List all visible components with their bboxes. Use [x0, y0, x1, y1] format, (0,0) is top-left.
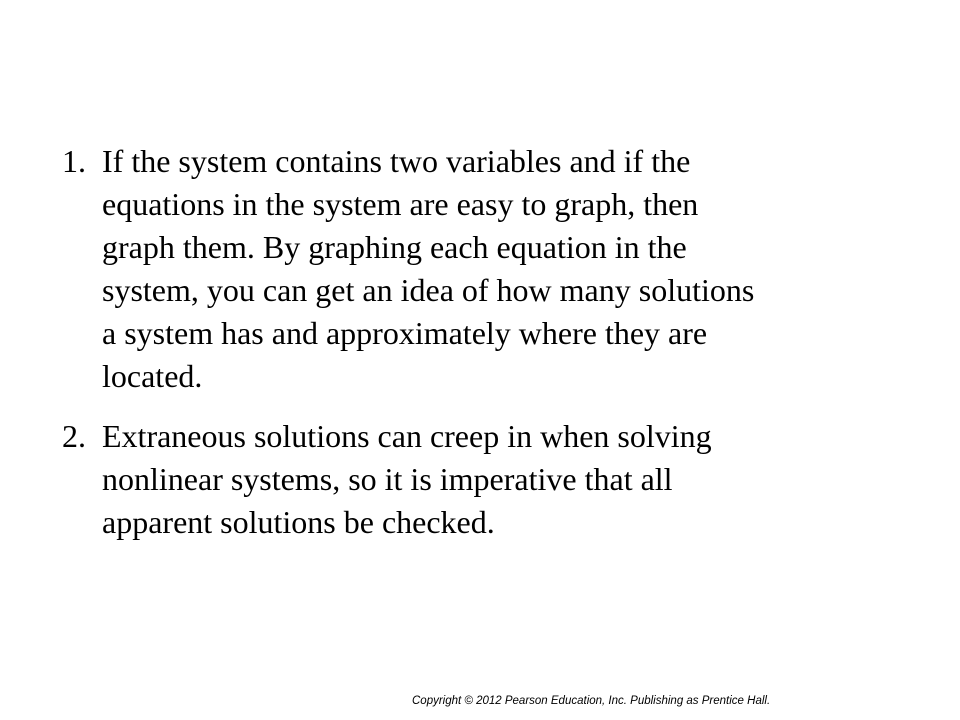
- list-item-text: [102, 140, 902, 398]
- copyright-notice: Copyright © 2012 Pearson Education, Inc. Publishing as Prentice Hall.: [412, 695, 771, 707]
- text-line: equations in the system are easy to graph, then: [102, 186, 699, 222]
- text-line: graph them. By graphing each equation in the: [102, 229, 687, 265]
- text-line: Extraneous solutions can creep in when solving: [102, 418, 712, 454]
- text-line: a system has and approximately where they are: [102, 315, 708, 351]
- text-line: If the system contains two variables and if the: [102, 143, 691, 179]
- numbered-list: [62, 140, 902, 544]
- text-line: nonlinear systems, so it is imperative that all: [102, 461, 673, 497]
- list-item-number: 2.: [62, 418, 86, 454]
- text-line: apparent solutions be checked.: [102, 504, 495, 540]
- text-line: system, you can get an idea of how many solutions: [102, 272, 755, 308]
- text-line: located.: [102, 358, 203, 394]
- list-item-number: 1.: [62, 143, 86, 179]
- list-item: [62, 415, 902, 544]
- list-item: [62, 140, 902, 398]
- list-item-text: [102, 415, 902, 544]
